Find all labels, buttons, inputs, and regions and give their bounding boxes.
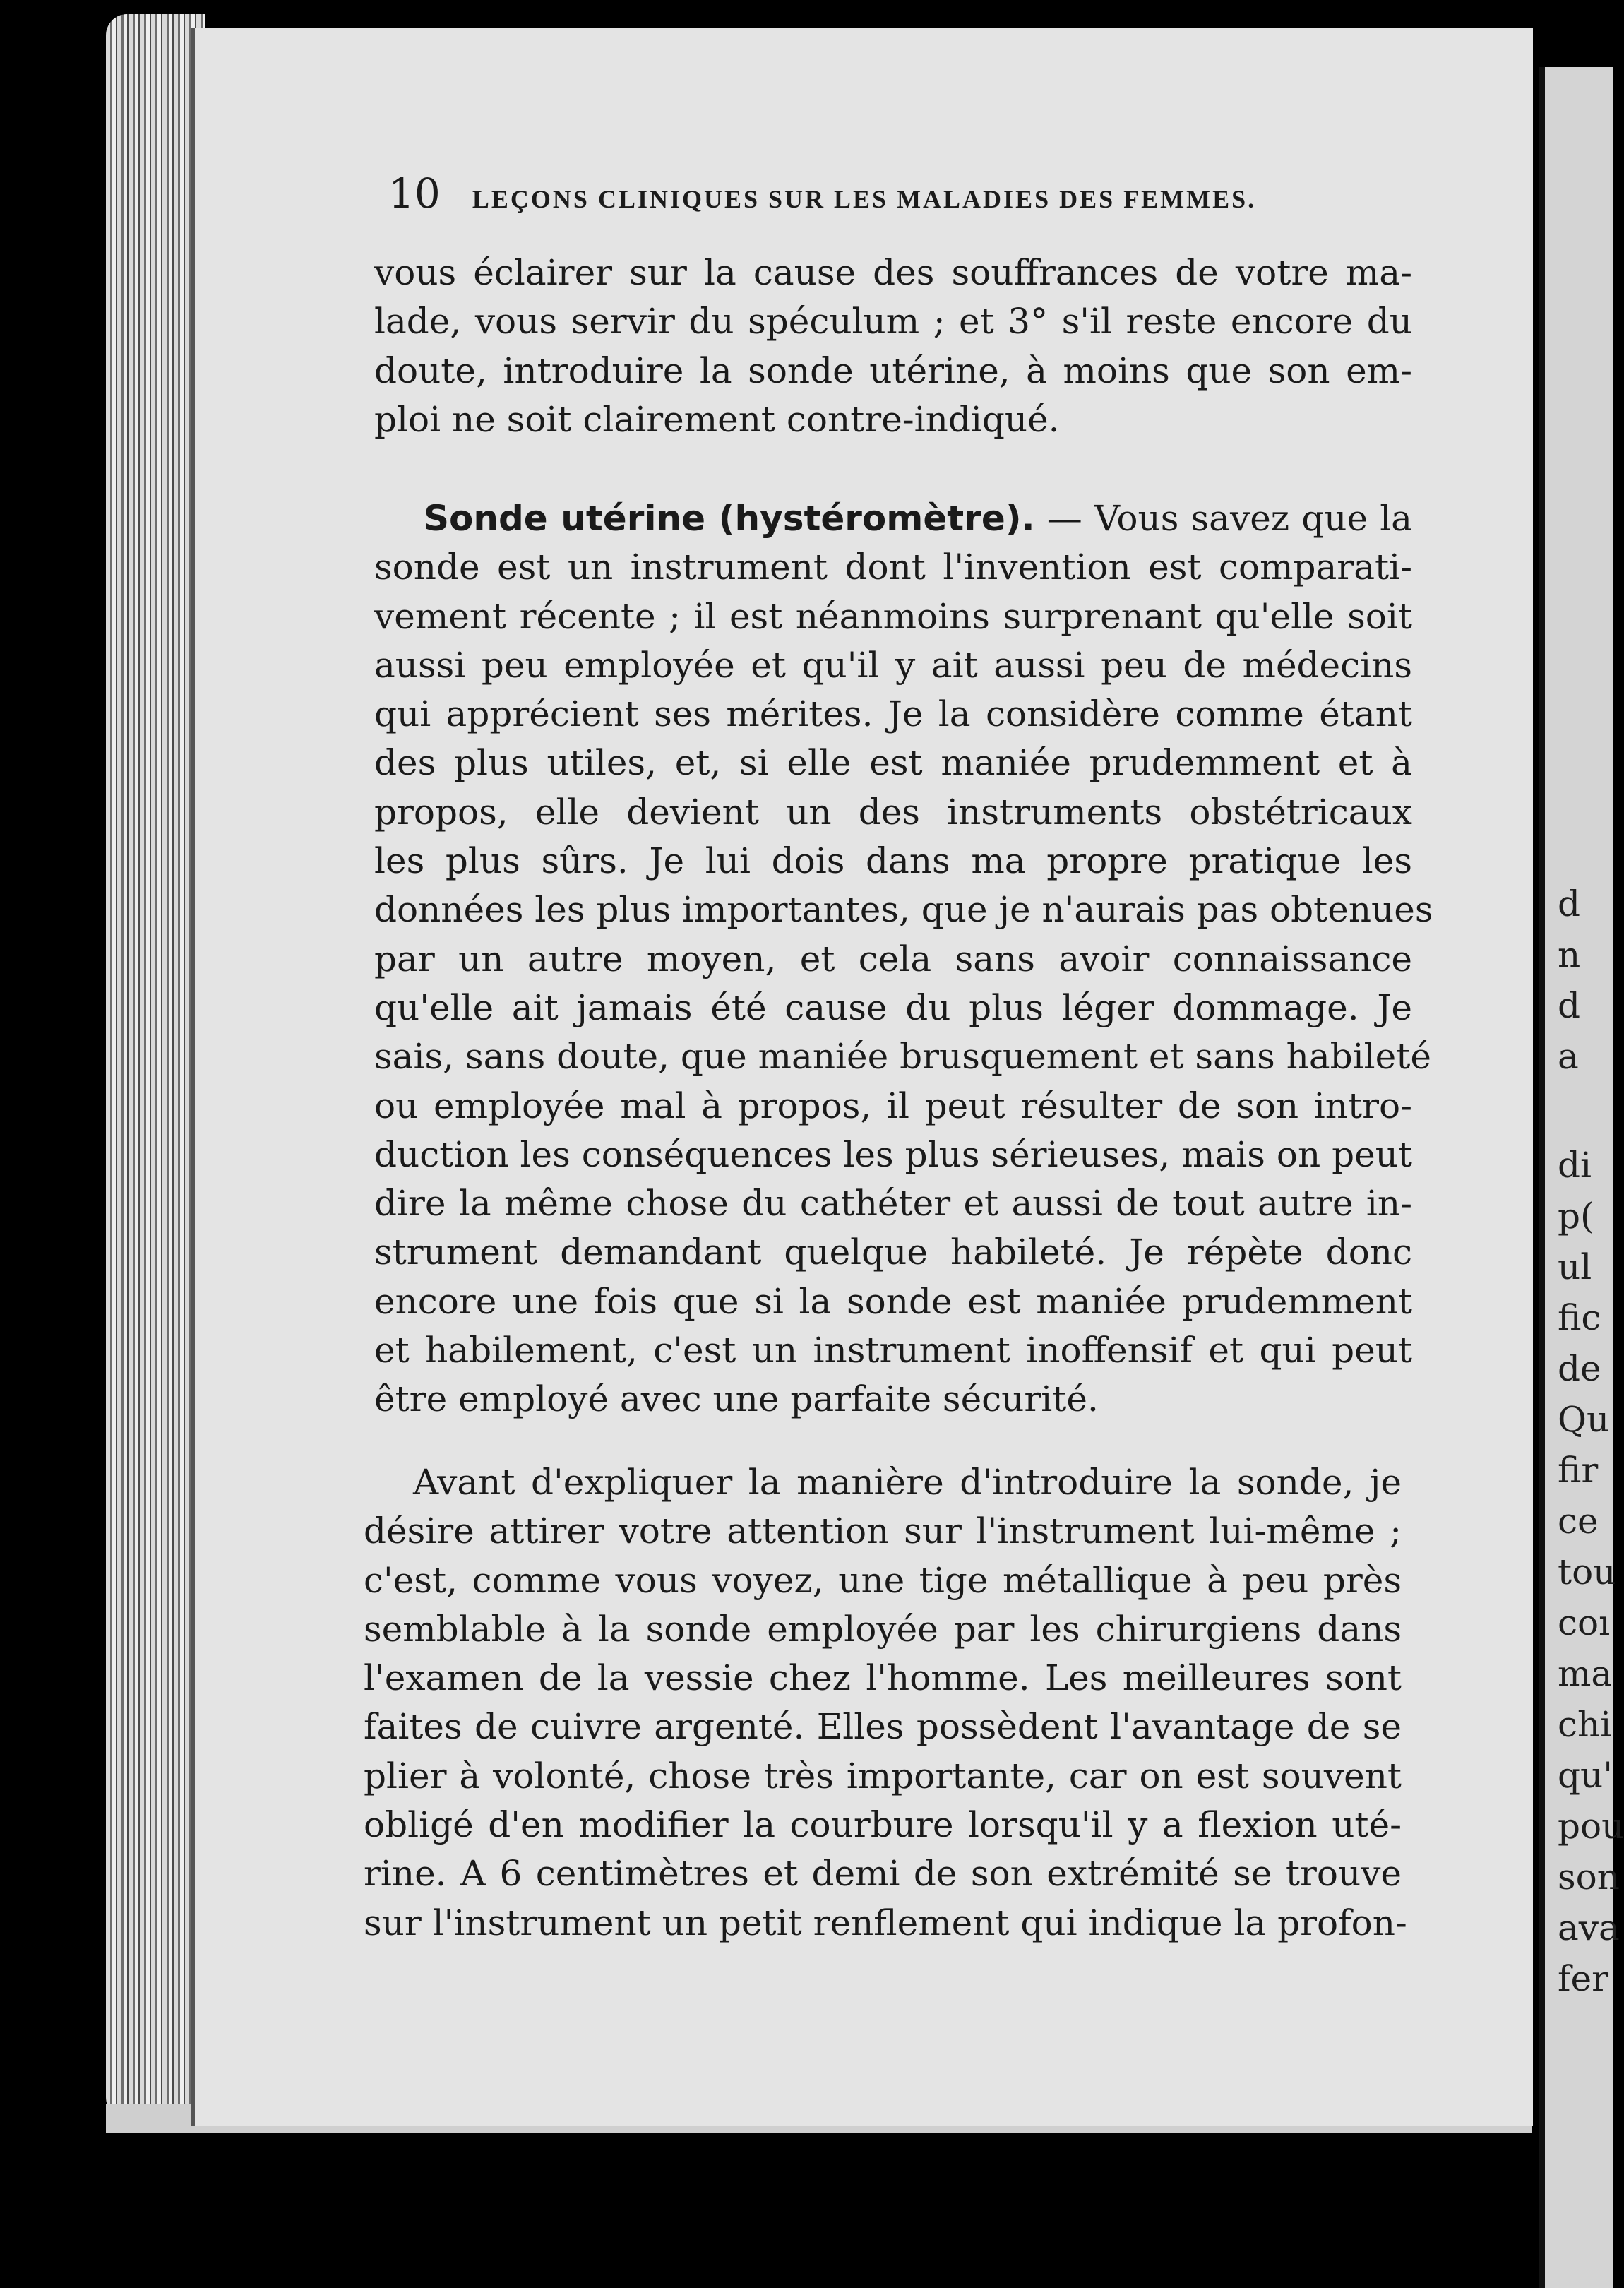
text-line: qu'elle ait jamais été cause du plus léger dommage. Je: [374, 987, 1412, 1028]
text-line: des plus utiles, et, si elle est maniée prudemment et à: [374, 742, 1412, 784]
text-line: strument demandant quelque habileté. Je répète donc: [374, 1232, 1412, 1273]
next-page-fragment: ce: [1558, 1501, 1599, 1542]
page-number: 10: [388, 169, 441, 218]
section-heading: Sonde utérine (hystéromètre).: [424, 498, 1035, 539]
text-line: données les plus importantes, que je n'aurais pas obtenues: [374, 889, 1433, 931]
text-line: encore une fois que si la sonde est maniée prudemment: [374, 1280, 1412, 1322]
next-page-fragment: ava: [1558, 1907, 1620, 1948]
text-line: semblable à la sonde employée par les chirurgiens dans: [364, 1608, 1402, 1650]
heading-line-rest: — Vous savez que la: [1034, 498, 1412, 539]
text-line: vous éclairer sur la cause des souffrances de votre ma-: [374, 252, 1412, 293]
next-page-fragment: coı: [1558, 1602, 1611, 1643]
text-line: duction les conséquences les plus sérieuses, mais on peut: [374, 1133, 1412, 1175]
text-line: sonde est un instrument dont l'invention est comparati-: [374, 547, 1412, 588]
text-line: obligé d'en modifier la courbure lorsqu'il y a flexion uté-: [364, 1804, 1402, 1846]
next-page-fragment: pou: [1558, 1806, 1624, 1847]
next-page-fragment: d: [1558, 985, 1581, 1026]
text-line: propos, elle devient un des instruments obstétricaux: [374, 791, 1412, 833]
next-page-fragment: chi: [1558, 1704, 1612, 1745]
text-line: c'est, comme vous voyez, une tige métallique à peu près: [364, 1559, 1402, 1601]
text-line: aussi peu employée et qu'il y ait aussi peu de médecins: [374, 644, 1412, 686]
text-line: vement récente ; il est néanmoins surprenant qu'elle soit: [374, 595, 1412, 637]
text-line: qui apprécient ses mérites. Je la considère comme étant: [374, 693, 1412, 735]
next-page-fragment: tou: [1558, 1551, 1616, 1592]
text-line: l'examen de la vessie chez l'homme. Les meilleures sont: [364, 1657, 1402, 1699]
text-line: lade, vous servir du spéculum ; et 3° s'il reste encore du: [374, 301, 1412, 342]
next-page-fragment: ma: [1558, 1653, 1613, 1694]
section-heading-line: [374, 494, 1412, 543]
page-edges: [106, 14, 205, 2119]
text-line: Avant d'expliquer la manière d'introduire la sonde, je: [413, 1462, 1402, 1503]
paragraph-2: [374, 494, 1433, 1424]
text-line: plier à volonté, chose très importante, car on est souvent: [364, 1755, 1402, 1797]
paragraph-1: [374, 249, 1412, 444]
next-page-fragment: de: [1558, 1348, 1601, 1389]
text-line: faites de cuivre argenté. Elles possèdent l'avantage de se: [364, 1706, 1402, 1748]
running-head: [388, 169, 1391, 218]
paragraph-3: [364, 1458, 1407, 1948]
text-line: ploi ne soit clairement contre-indiqué.: [374, 398, 1060, 440]
text-line: désire attirer votre attention sur l'instrument lui-même ;: [364, 1511, 1402, 1552]
next-page-fragment: son: [1558, 1857, 1620, 1897]
text-line: les plus sûrs. Je lui dois dans ma propre pratique les: [374, 840, 1412, 882]
text-line: et habilement, c'est un instrument inoffensif et qui peut: [374, 1330, 1412, 1371]
next-page-fragment: a: [1558, 1036, 1579, 1077]
next-page-fragment: fir: [1558, 1450, 1599, 1491]
text-line: dire la même chose du cathéter et aussi de tout autre in-: [374, 1183, 1412, 1225]
next-page-fragment: qu': [1558, 1755, 1613, 1796]
next-page-fragment: ul: [1558, 1246, 1592, 1287]
text-line: être employé avec une parfaite sécurité.: [374, 1378, 1099, 1420]
next-page-edge: [1539, 67, 1624, 2288]
next-page-fragment: fer: [1558, 1958, 1608, 1999]
text-line: sur l'instrument un petit renflement qui indique la profon-: [364, 1902, 1407, 1943]
text-line: rine. A 6 centimètres et demi de son extrémité se trouve: [364, 1853, 1402, 1895]
text-line: par un autre moyen, et cela sans avoir connaissance: [374, 938, 1412, 979]
next-page-fragment: Qu: [1558, 1399, 1610, 1440]
next-page-fragment: n: [1558, 934, 1581, 975]
next-page-fragment: di: [1558, 1145, 1592, 1186]
next-page-fragment: p(: [1558, 1196, 1594, 1237]
text-line: sais, sans doute, que maniée brusquement et sans habileté: [374, 1036, 1431, 1078]
running-head-title: LEÇONS CLINIQUES SUR LES MALADIES DES FEMMES.: [472, 185, 1257, 213]
text-line: ou employée mal à propos, il peut résulter de son intro-: [374, 1085, 1412, 1126]
text-line: doute, introduire la sonde utérine, à moins que son em-: [374, 350, 1412, 391]
next-page-fragment: d: [1558, 883, 1581, 924]
next-page-fragment: fic: [1558, 1297, 1601, 1338]
